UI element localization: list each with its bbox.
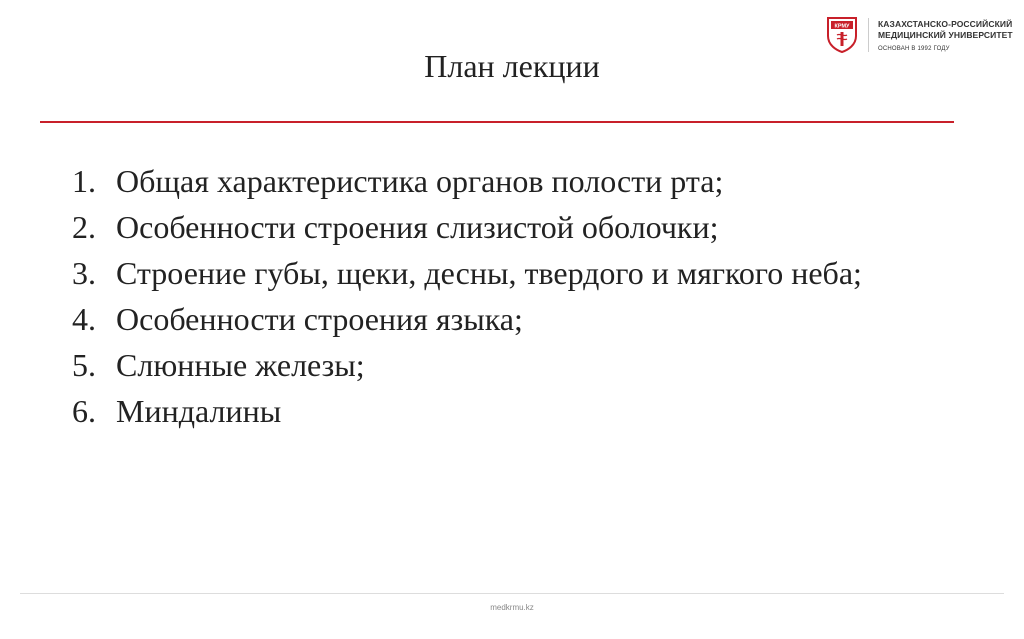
list-item xyxy=(72,158,952,204)
slide-title: План лекции xyxy=(424,48,600,84)
list-item-text: Общая характеристика органов полости рта; xyxy=(116,163,724,199)
logo-line-2: МЕДИЦИНСКИЙ УНИВЕРСИТЕТ xyxy=(878,30,1013,40)
shield-text: КРМУ xyxy=(834,23,850,30)
logo-line-1: КАЗАХСТАНСКО-РОССИЙСКИЙ xyxy=(878,19,1013,29)
list-item xyxy=(72,296,952,342)
list-item-number: 4. xyxy=(72,301,96,337)
list-item-number: 1. xyxy=(72,163,96,199)
list-item-text: Особенности строения слизистой оболочки; xyxy=(116,209,719,245)
list-item-number: 2. xyxy=(72,209,96,245)
logo-subline: ОСНОВАН В 1992 ГОДУ xyxy=(878,46,950,52)
lecture-plan-list xyxy=(72,158,952,434)
list-item-number: 3. xyxy=(72,255,96,291)
list-item-text: Строение губы, щеки, десны, твердого и мягкого неба; xyxy=(116,255,862,291)
list-item xyxy=(72,388,952,434)
list-item xyxy=(72,342,952,388)
list-item-number: 5. xyxy=(72,347,96,383)
title-underline xyxy=(40,121,954,123)
list-item-text: Миндалины xyxy=(116,393,282,429)
footer-url[interactable]: medkrmu.kz xyxy=(490,603,534,612)
list-item-number: 6. xyxy=(72,393,96,429)
list-item xyxy=(72,204,952,250)
list-item-text: Особенности строения языка; xyxy=(116,301,523,337)
logo-divider xyxy=(868,18,869,52)
list-item-text: Слюнные железы; xyxy=(116,347,365,383)
footer-divider xyxy=(20,593,1004,594)
list-item xyxy=(72,250,952,296)
